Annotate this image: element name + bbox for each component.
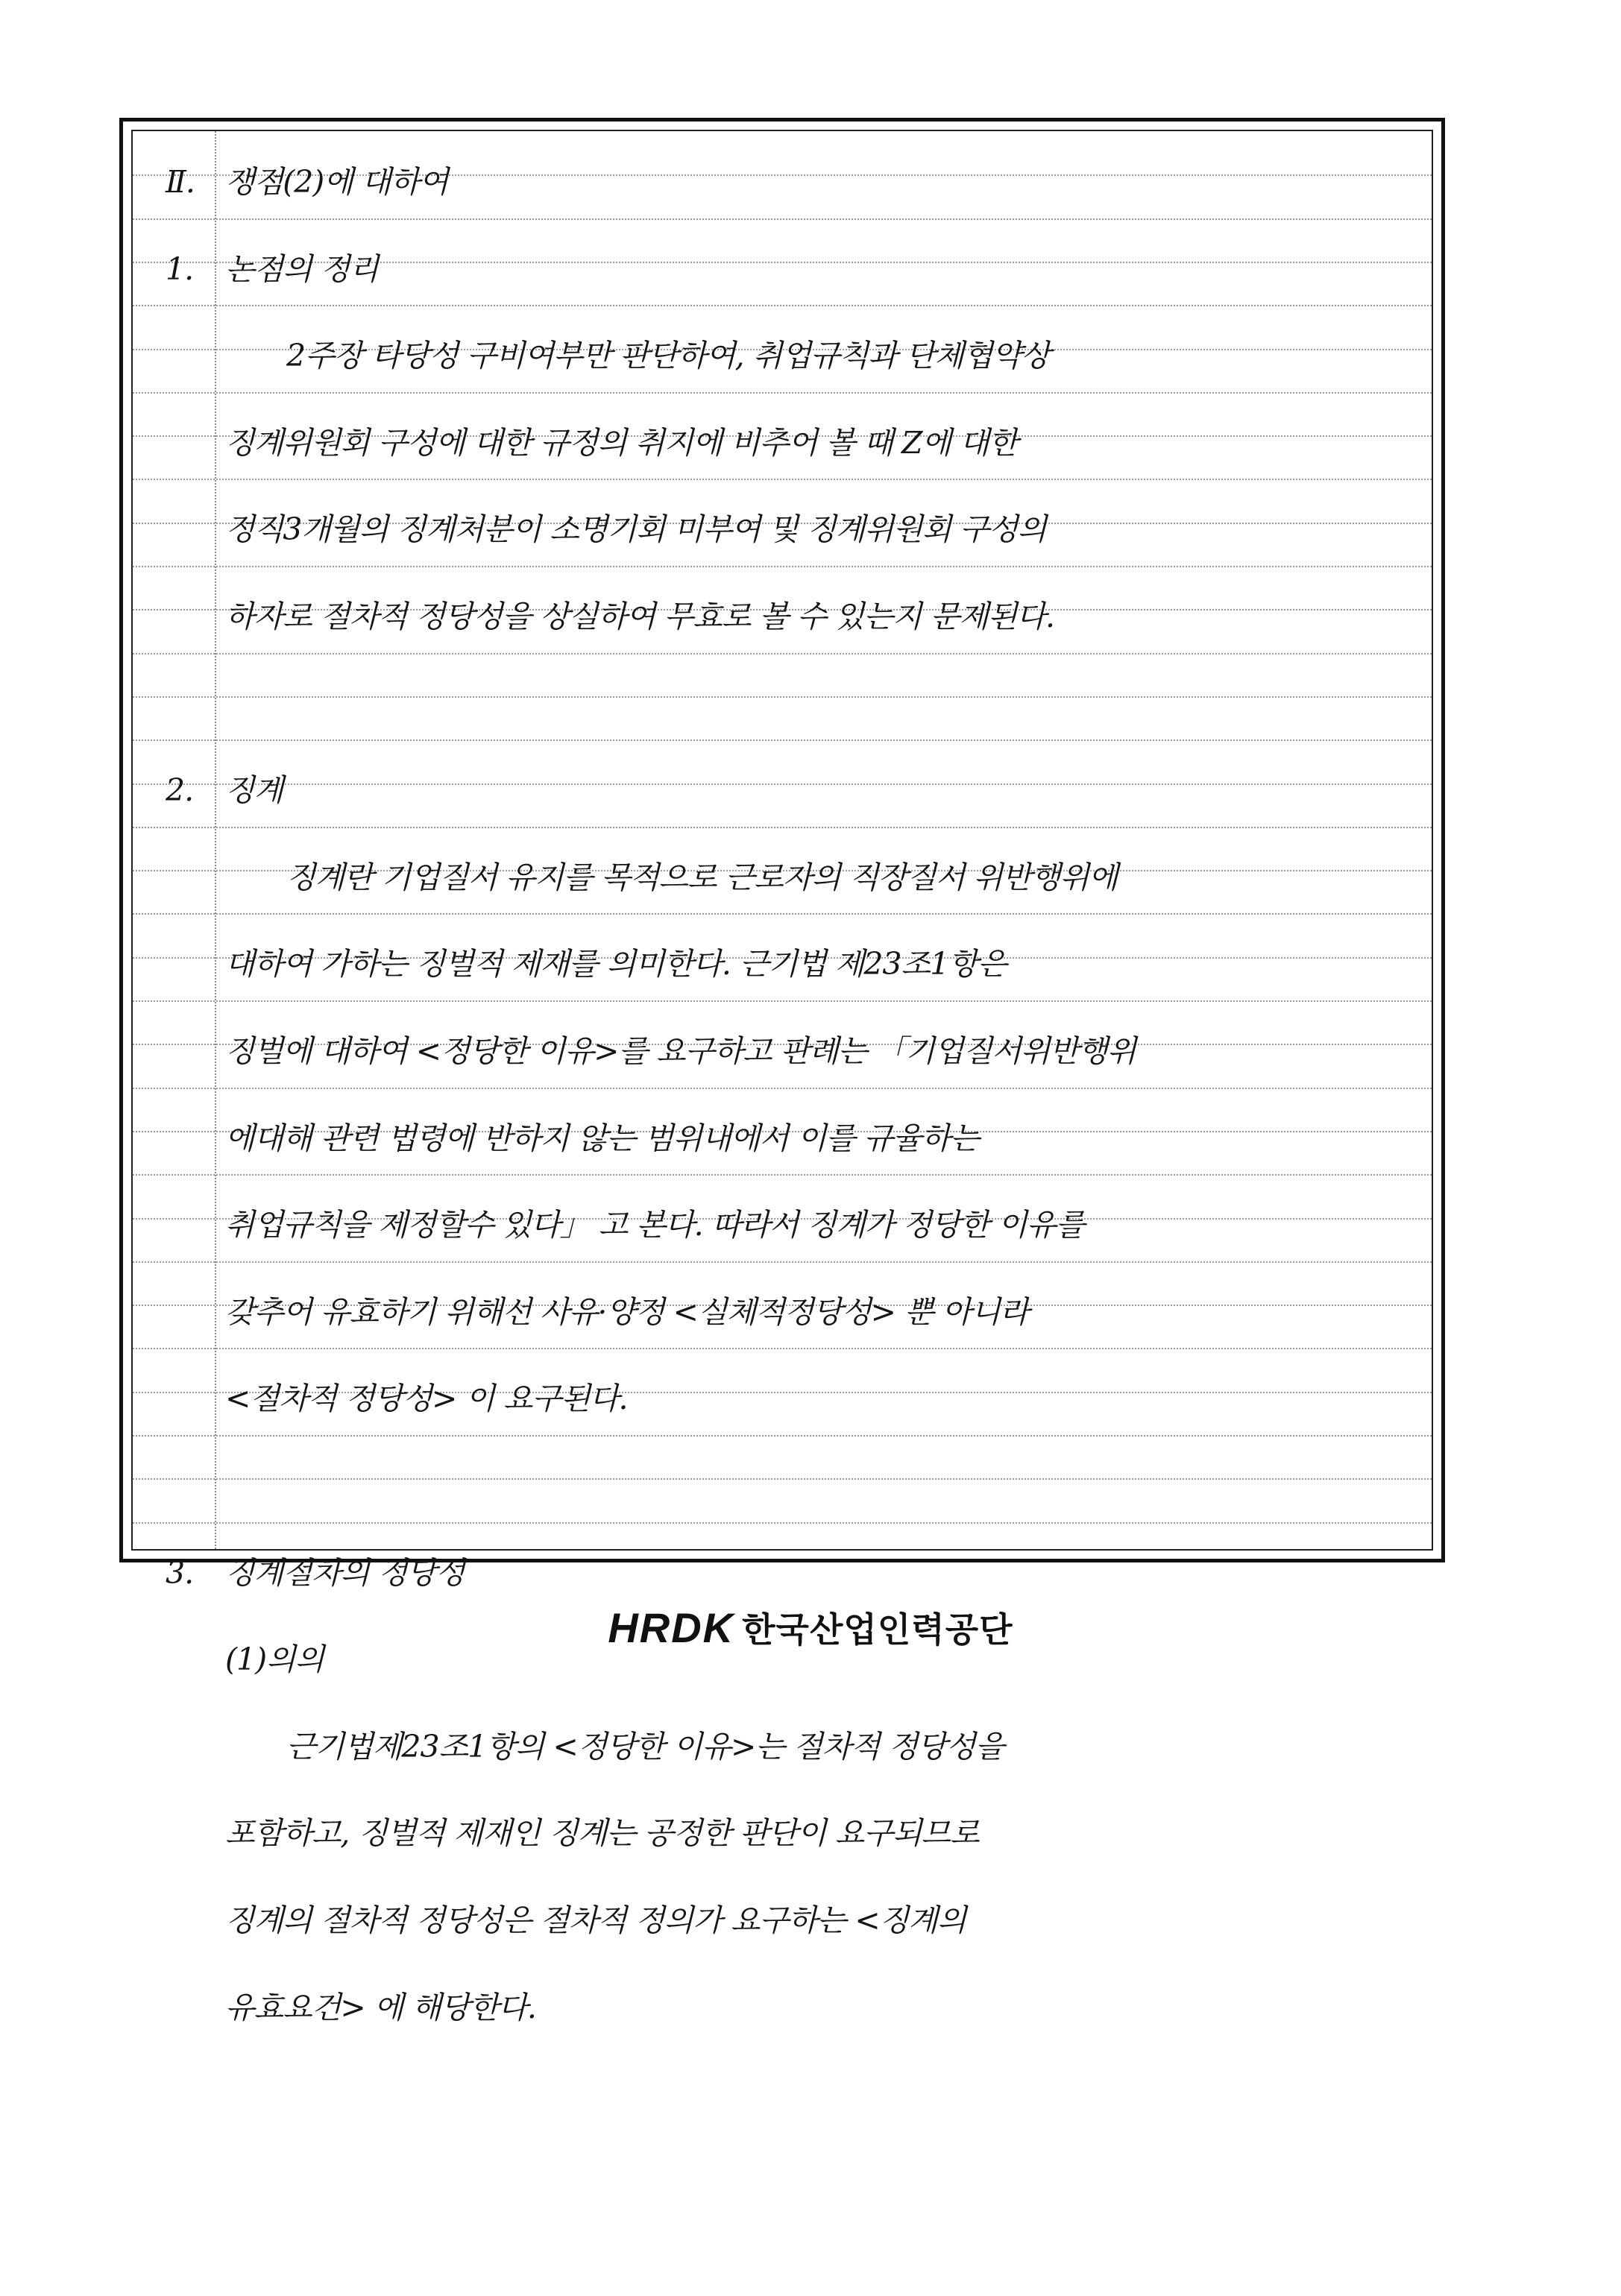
hrdk-logo: [608, 1603, 734, 1652]
text-line: 근기법제23조1항의 <정당한 이유>는 절차적 정당성을: [286, 1729, 1004, 1764]
rule-line: [133, 566, 1432, 567]
text-line: 정직3개월의 징계처분이 소명기회 미부여 및 징계위원회 구성의: [225, 511, 1047, 547]
section-heading: 징계: [225, 772, 283, 808]
rule-line: [133, 1174, 1432, 1176]
text-line: 징계의 절차적 정당성은 절차적 정의가 요구하는 <징계의: [225, 1902, 966, 1938]
section-heading: 쟁점(2)에 대하여: [225, 164, 448, 200]
rule-line: [133, 1088, 1432, 1089]
rule-line: [133, 783, 1432, 785]
text-line: 대하여 가하는 징벌적 제재를 의미한다. 근기법 제23조1항은: [225, 946, 1007, 982]
rule-line: [133, 1348, 1432, 1349]
text-line: 포함하고, 징벌적 제재인 징계는 공정한 판단이 요구되므로: [225, 1815, 979, 1851]
section-marker: 2.: [166, 772, 194, 808]
section-marker: Ⅱ.: [166, 164, 195, 200]
rule-line: [133, 305, 1432, 306]
text-line: 징계란 기업질서 유지를 목적으로 근로자의 직장질서 위반행위에: [286, 860, 1118, 895]
rule-line: [133, 913, 1432, 915]
section-heading: 논점의 정리: [225, 251, 379, 287]
rule-line: [133, 1261, 1432, 1263]
margin-rule: [215, 131, 216, 1549]
text-line: 징계위원회 구성에 대한 규정의 취지에 비추어 볼 때 Z에 대한: [225, 425, 1018, 461]
text-line: 하자로 절차적 정당성을 상실하여 무효로 볼 수 있는지 문제된다.: [225, 599, 1055, 634]
logo-text: HRDK: [608, 1603, 735, 1651]
section-heading: 징계절차의 정당성: [225, 1555, 465, 1591]
text-line: 취업규칙을 제정할수 있다」 고 본다. 따라서 징계가 정당한 이유를: [225, 1207, 1085, 1243]
text-line: 에대해 관련 법령에 반하지 않는 범위내에서 이를 규율하는: [225, 1120, 979, 1156]
rule-line: [133, 1435, 1432, 1436]
rule-line: [133, 1000, 1432, 1002]
footer: [0, 1601, 1621, 1653]
text-line: 유효요건> 에 해당한다.: [225, 1990, 536, 2025]
rule-line: [133, 827, 1432, 828]
rule-line: [133, 218, 1432, 220]
rule-line: [133, 696, 1432, 698]
rule-line: [133, 1522, 1432, 1524]
text-line: 징벌에 대하여 <정당한 이유>를 요구하고 판례는 「기업질서위반행위: [225, 1033, 1136, 1069]
text-line: <절차적 정당성> 이 요구된다.: [225, 1381, 628, 1416]
text-line: 갖추어 유효하기 위해선 사유·양정 <실체적정당성> 뿐 아니라: [225, 1294, 1029, 1330]
rule-line: [133, 739, 1432, 741]
rule-line: [133, 653, 1432, 655]
rule-line: [133, 479, 1432, 480]
rule-line: [133, 392, 1432, 394]
section-marker: 3.: [166, 1555, 194, 1591]
text-line: (1)의의: [225, 1641, 324, 1677]
organization-name: 한국산업인력공단: [742, 1609, 1013, 1650]
section-marker: 1.: [166, 251, 194, 287]
rule-line: [133, 1478, 1432, 1480]
text-line: 2주장 타당성 구비여부만 판단하여, 취업규칙과 단체협약상: [286, 338, 1050, 373]
